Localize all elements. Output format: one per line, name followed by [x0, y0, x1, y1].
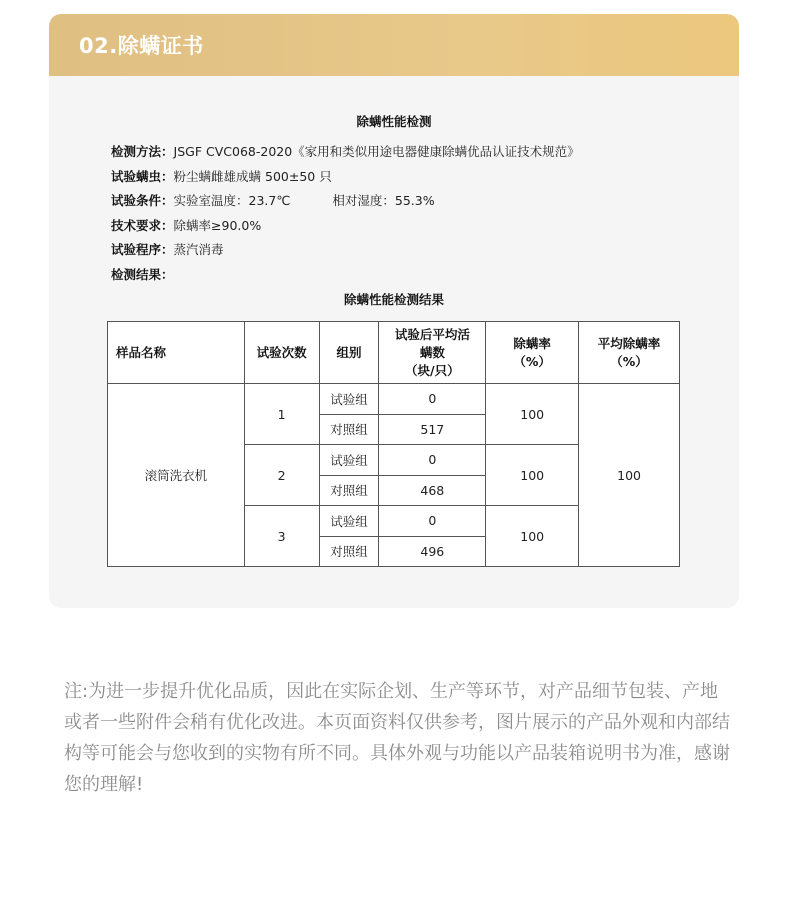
results-table — [107, 321, 680, 567]
value-cell: 0 — [379, 445, 486, 476]
method-value: JSGF CVC068-2020《家用和类似用途电器健康除螨优品认证技术规范》 — [173, 144, 580, 159]
header-group: 组别 — [319, 322, 379, 384]
mite-row — [111, 165, 711, 190]
group-cell: 试验组 — [319, 506, 379, 537]
document-title: 除螨性能检测 — [356, 114, 432, 129]
table-header-row — [108, 322, 680, 384]
header-rate-line2: （%） — [513, 353, 551, 369]
header-avg-mites — [379, 322, 486, 384]
requirement-row — [111, 214, 711, 239]
test-info — [111, 140, 711, 287]
value-cell: 496 — [379, 536, 486, 567]
result-label: 检测结果： — [111, 266, 174, 282]
results-table-title: 除螨性能检测结果 — [343, 292, 444, 307]
sample-name-cell: 滚筒洗衣机 — [108, 384, 245, 567]
rate-cell: 100 — [486, 445, 579, 506]
method-label: 检测方法： — [111, 144, 174, 159]
requirement-value: 除螨率≥90.0% — [173, 217, 262, 233]
mite-label: 试验螨虫： — [111, 168, 174, 184]
value-cell: 468 — [379, 475, 486, 506]
group-cell: 试验组 — [319, 384, 379, 415]
condition-temp: 实验室温度：23.7℃ — [173, 193, 291, 208]
disclaimer-note: 注:为进一步提升优化品质，因此在实际企划、生产等环节，对产品细节包装、产地或者一些附件会稍有优化改进。本页面资料仅供参考，图片展示的产品外观和内部结构等可能会与您收到的实物有所不同。具体外观与功能以产品装箱说明书为准，感谢您的理解! — [64, 681, 730, 795]
procedure-row — [111, 238, 711, 263]
certificate-card — [49, 14, 739, 608]
value-cell: 0 — [379, 506, 486, 537]
table-row — [108, 384, 680, 415]
header-avg-mites-line1: 试验后平均活 — [394, 326, 470, 342]
trial-cell: 1 — [244, 384, 319, 445]
header-sample: 样品名称 — [108, 322, 245, 384]
header-avg-mites-line3: （块/只） — [405, 362, 460, 378]
group-cell: 对照组 — [319, 475, 379, 506]
rate-cell: 100 — [486, 384, 579, 445]
result-row — [111, 263, 711, 288]
header-trial: 试验次数 — [244, 322, 319, 384]
trial-cell: 2 — [244, 445, 319, 506]
average-rate-cell: 100 — [579, 384, 680, 567]
group-cell: 对照组 — [319, 414, 379, 445]
header-rate-line1: 除螨率 — [513, 335, 551, 351]
condition-row — [111, 189, 711, 214]
section-title: 02.除螨证书 — [79, 34, 204, 58]
condition-label: 试验条件： — [111, 193, 174, 208]
group-cell: 试验组 — [319, 445, 379, 476]
header-avg-rate — [579, 322, 680, 384]
section-banner — [49, 14, 739, 76]
procedure-label: 试验程序： — [111, 242, 174, 257]
header-avg-mites-line2: 螨数 — [419, 344, 445, 360]
condition-humidity: 相对湿度：55.3% — [332, 193, 435, 208]
header-avg-rate-line1: 平均除螨率 — [597, 335, 661, 351]
value-cell: 0 — [379, 384, 486, 415]
group-cell: 对照组 — [319, 536, 379, 567]
header-avg-rate-line2: （%） — [610, 353, 648, 369]
rate-cell: 100 — [486, 506, 579, 567]
requirement-label: 技术要求： — [111, 217, 174, 233]
header-rate — [486, 322, 579, 384]
trial-cell: 3 — [244, 506, 319, 567]
method-row — [111, 140, 711, 165]
procedure-value: 蒸汽消毒 — [173, 242, 224, 257]
value-cell: 517 — [379, 414, 486, 445]
mite-value: 粉尘螨雌雄成螨 500±50 只 — [173, 168, 332, 184]
